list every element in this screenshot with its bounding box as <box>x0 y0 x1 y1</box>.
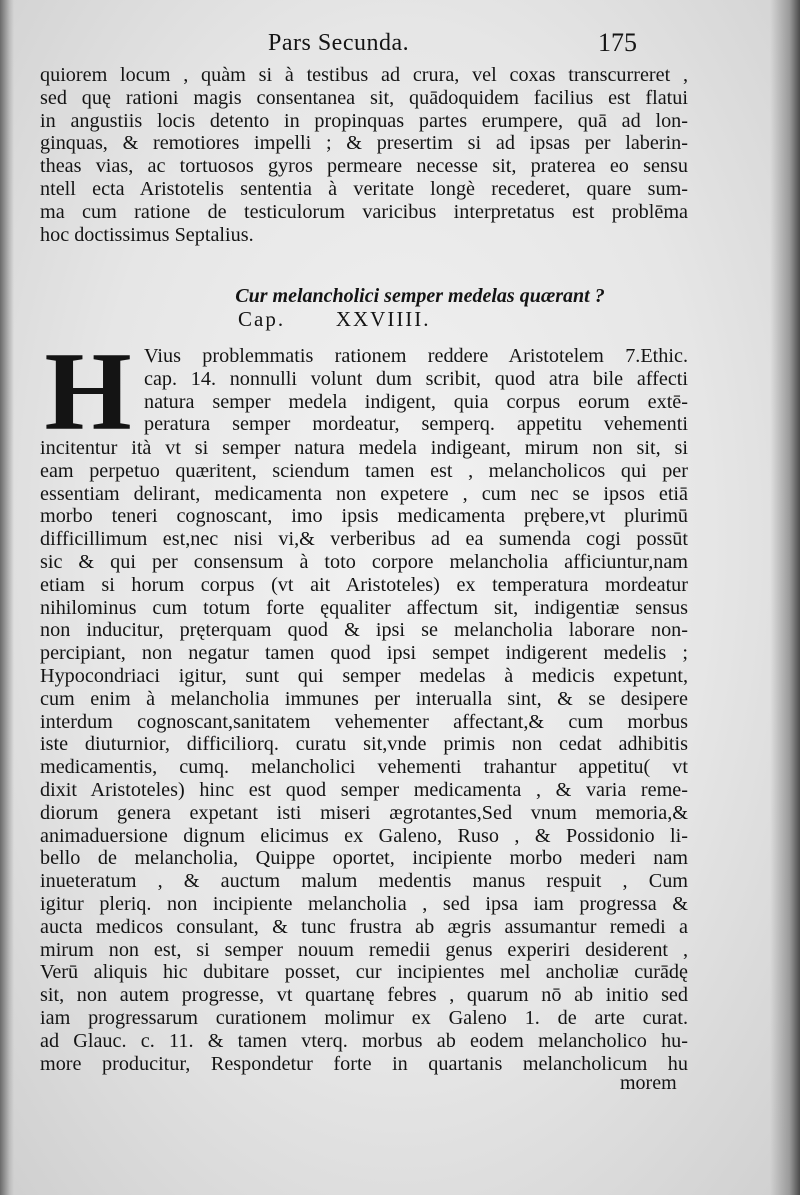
text-line: Vius problemmatis rationem reddere Aristotelem 7.Ethic. <box>144 345 688 367</box>
running-head: Pars Secunda. <box>268 30 410 56</box>
text-line: eam perpetuo quæritent, sciendum tamen est , melancholicos qui per <box>40 459 688 482</box>
text-line: ntell ecta Aristotelis sententia à veritate longè recederet, quare sum- <box>40 177 688 200</box>
text-line: quiorem locum , quàm si à testibus ad crura, vel coxas transcurreret , <box>40 64 688 86</box>
text-line: incitentur ità vt si semper natura medela indigeant, mirum non sit, si <box>40 437 688 459</box>
paragraph-body <box>40 437 688 1075</box>
text-line: aucta medicos consulant, & tunc frustra ab ægris assumantur remedi a <box>40 915 688 938</box>
text-line: bello de melancholia, Quippe oportet, incipiente morbo mederi nam <box>40 847 688 870</box>
text-line: Verū aliquis hic dubitare posset, cur incipientes mel ancholiæ curādę <box>40 961 688 984</box>
text-line: iam progressarum curationem molimur ex Galeno 1. de arte curat. <box>40 1006 688 1029</box>
text-line: peratura semper mordeatur, semperq. appetitu vehementi <box>144 413 688 436</box>
catchword: morem <box>620 1072 677 1094</box>
text-line: cum enim à melancholia immunes per interualla sint, & se desipere <box>40 687 688 710</box>
text-line: nihilominus cum totum forte ęqualiter affectum sit, indigentiæ sensus <box>40 596 688 619</box>
text-line: essentiam delirant, medicamenta non expetere , cum nec se ipsos etiā <box>40 482 688 505</box>
text-line: sit, non autem progresse, vt quartanę febres , quarum nō ab initio sed <box>40 984 688 1007</box>
text-line: igitur pleriq. non incipiente melancholia , sed ipsa iam progressa & <box>40 892 688 915</box>
text-line: inueteratum , & auctum malum medentis manus respuit , Cum <box>40 870 688 893</box>
text-line: diorum genera expetant isti miseri ægrotantes,Sed vnum memoria,& <box>40 801 688 824</box>
chapter-number: Cap. XXVIIII. <box>238 307 431 331</box>
text-line: ad Glauc. c. 11. & tamen vterq. morbus ab eodem melancholico hu- <box>40 1029 688 1052</box>
drop-cap: H <box>44 330 132 454</box>
text-line: morbo teneri cognoscant, imo ipsis medicamenta prębere,vt plurimū <box>40 505 688 528</box>
text-line: in angustiis locis detento in propinquas partes erumpere, quā ad lon- <box>40 109 688 132</box>
text-line: non inducitur, pręterquam quod & ipsi se melancholia laborare non- <box>40 619 688 642</box>
page-header <box>0 28 800 64</box>
text-line: etiam si horum corpus (vt ait Aristoteles) ex temperatura mordeatur <box>40 573 688 596</box>
text-line: interdum cognoscant,sanitatem vehementer affectant,& cum morbus <box>40 710 688 733</box>
text-line: hoc doctissimus Septalius. <box>40 223 254 246</box>
text-line: sed quę rationi magis consentanea sit, quādoquidem facilius est flatui <box>40 86 688 109</box>
text-line: ginquas, & remotiores impelli ; & presertim si ad ipsas per laberin- <box>40 132 688 155</box>
text-line: animaduersione dignum elicimus ex Galeno, Ruso , & Possidonio li- <box>40 824 688 847</box>
text-line: cap. 14. nonnulli volunt dum scribit, quod atra bile affecti <box>144 367 688 390</box>
text-line: percipiant, non negatur tamen quod ipsi sempet indigerent medelis ; <box>40 642 688 665</box>
text-line: theas vias, ac tortuosos gyros permeare necesse sit, praterea eo sensu <box>40 155 688 178</box>
text-line: mirum non est, si semper nouum remedii genus experiri desiderent , <box>40 938 688 961</box>
text-line: ma cum ratione de testiculorum varicibus interpretatus est problēma <box>40 200 688 223</box>
text-line: sic & qui per consensum à toto corpore melancholia afficiuntur,nam <box>40 550 688 573</box>
text-line: more producitur, Respondetur forte in quartanis melancholicum hu <box>40 1052 688 1075</box>
text-line: Hypocondriaci igitur, sunt qui semper medelas à medicis expetunt, <box>40 664 688 687</box>
chapter-title: Cur melancholici semper medelas quærant ? <box>235 285 605 307</box>
text-line: difficillimum est,nec nisi vi,& verberibus ad ea sumenda cogi possūt <box>40 528 688 551</box>
text-line: iste diuturnior, difficiliorq. curatu sit,vnde primis non cedat adhibitis <box>40 733 688 756</box>
page-left-shadow <box>0 0 14 1195</box>
text-line: medicamentis, cumq. melancholici vehementi trahantur appetitu( vt <box>40 756 688 779</box>
paragraph-continued <box>40 64 688 246</box>
page-number: 175 <box>598 28 637 57</box>
text-line: dixit Aristoteles) hinc est quod semper medicamenta , & varia reme- <box>40 778 688 801</box>
page-right-shadow <box>770 0 800 1195</box>
text-line: natura semper medela indigent, quia corpus eorum extē- <box>144 390 688 413</box>
paragraph-opening <box>144 345 688 436</box>
